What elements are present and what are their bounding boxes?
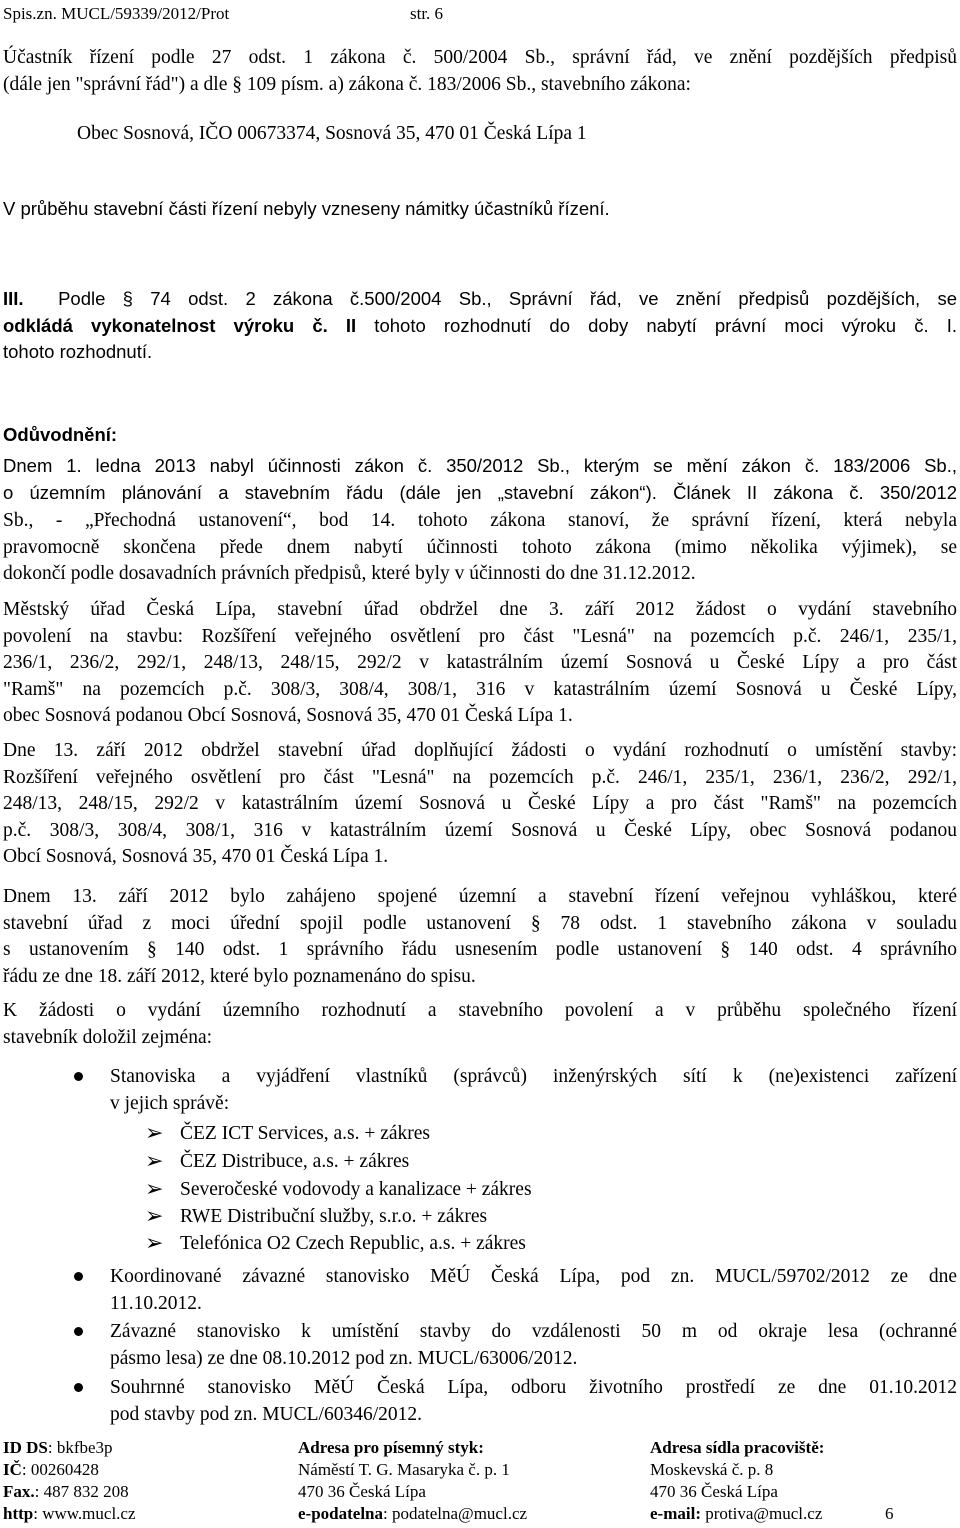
section-3-number: III. <box>3 288 24 309</box>
reasoning-p3-line-2: Rozšíření veřejného osvětlení pro část "Lesná" na pozemcích p.č. 246/1, 235/1, 236/1, 236/2, 292/1, <box>3 766 957 788</box>
footer-http <box>3 1503 136 1525</box>
footer-label: Fax. <box>3 1482 35 1501</box>
arrow-bullet-icon: ➢ <box>145 1120 164 1145</box>
section-3-bold: odkládá vykonatelnost výroku č. II <box>3 314 357 336</box>
reasoning-p5 <box>3 997 957 1051</box>
footer-label: e-mail: <box>650 1504 701 1523</box>
reasoning-p1 <box>3 453 957 506</box>
section-3-line-1-text: Podle § 74 odst. 2 zákona č.500/2004 Sb., Správní řád, ve znění předpisů pozdějších, se <box>58 288 957 309</box>
reasoning-p4 <box>3 883 957 990</box>
bullet-dot <box>74 1272 83 1281</box>
footer-id-ds <box>3 1437 136 1459</box>
footer-office-heading: Adresa sídla pracoviště: <box>650 1438 825 1457</box>
reasoning-p1-line-1: Dnem 1. ledna 2013 nabyl účinnosti zákon č. 350/2012 Sb., kterým se mění zákon č. 183/2006 Sb., <box>3 455 957 476</box>
reasoning-p1-line-4: pravomocně skončena přede dnem nabytí účinnosti tohoto zákona (mimo několika výjimek), se <box>3 536 957 558</box>
list-item-text <box>110 1318 957 1372</box>
reasoning-p3-line-4: p.č. 308/3, 308/4, 308/1, 316 v katastrálním území Sosnová u České Lípy, obec Sosnová podanou <box>3 819 957 841</box>
footer-label: IČ <box>3 1460 22 1479</box>
participant-line-2: (dále jen "správní řád") a dle § 109 písm. a) zákona č. 183/2006 Sb., stavebního zákona: <box>3 73 691 95</box>
sublist-item-text: ČEZ ICT Services, a.s. + zákres <box>180 1123 430 1144</box>
reasoning-p1-line-2: o územním plánování a stavebním řádu (dále jen „stavební zákon“). Článek II zákona č. 350/2012 <box>3 481 957 503</box>
list-item-line: Stanoviska a vyjádření vlastníků (správců) inženýrských sítí k (ne)existenci zařízení <box>110 1066 957 1087</box>
arrow-bullet-icon: ➢ <box>145 1203 164 1228</box>
no-objections-text: V průběhu stavební části řízení nebyly vzneseny námitky účastníků řízení. <box>3 198 610 219</box>
list-item-line: Závazné stanovisko k umístění stavby do vzdálenosti 50 m od okraje lesa (ochranné <box>110 1321 957 1342</box>
footer-office-line: Moskevská č. p. 8 <box>650 1460 774 1479</box>
footer-epodatelna-link[interactable]: : podatelna@mucl.cz <box>383 1504 528 1523</box>
footer-web-link[interactable]: : www.mucl.cz <box>33 1504 136 1523</box>
footer-fax <box>3 1481 136 1503</box>
list-item-line: v jejich správě: <box>110 1092 230 1114</box>
arrow-bullet-icon: ➢ <box>145 1230 164 1255</box>
reasoning-p2-line-2: povolení na stavbu: Rozšíření veřejného osvětlení pro část "Lesná" na pozemcích p.č. 246/1, 235/1, <box>3 625 957 647</box>
reasoning-p4-line-3: s ustanovením § 140 odst. 1 správního řádu usnesením podle ustanovení § 140 odst. 4 správního <box>3 939 957 960</box>
footer-label: http <box>3 1504 34 1523</box>
list-item-line: Souhrnné stanovisko MěÚ Česká Lípa, odboru životního prostředí ze dne 01.10.2012 <box>110 1377 957 1398</box>
reasoning-p4-line-1: Dnem 13. září 2012 bylo zahájeno spojené územní a stavební řízení veřejnou vyhláškou, které <box>3 886 957 907</box>
footer-label: e-podatelna <box>298 1504 383 1523</box>
bullet-dot <box>74 1072 83 1081</box>
list-item-line: pod stavby pod zn. MUCL/60346/2012. <box>110 1403 422 1425</box>
section-3-line-1 <box>3 286 957 313</box>
reasoning-p4-line-4: řádu ze dne 18. září 2012, které bylo poznamenáno do spisu. <box>3 965 476 987</box>
footer-label: ID DS <box>3 1438 48 1457</box>
sublist-item-text: RWE Distribuční služby, s.r.o. + zákres <box>180 1206 488 1227</box>
footer-col-postal <box>298 1437 527 1525</box>
section-3-line-2 <box>3 313 957 340</box>
reasoning-p1-line-5: dokončí podle dosavadních právních předpisů, které byly v účinnosti do dne 31.12.2012. <box>3 563 696 584</box>
reasoning-p3-line-5: Obcí Sosnová, Sosnová 35, 470 01 Česká Lípa 1. <box>3 846 389 867</box>
footer-value: : 00260428 <box>21 1460 99 1479</box>
reasoning-p2-line-3: 236/1, 236/2, 292/1, 248/13, 248/15, 292/2 v katastrálním území Sosnová u České Lípy a pro část <box>3 652 957 673</box>
sublist-item-text: Severočeské vodovody a kanalizace + zákres <box>180 1179 532 1200</box>
footer-value: : 487 832 208 <box>34 1482 129 1501</box>
sublist-item-text: ČEZ Distribuce, a.s. + zákres <box>180 1151 410 1172</box>
header-page: str. 6 <box>410 4 444 23</box>
reasoning-p4-line-2: stavební úřad z moci úřední spojil podle ustanovení § 78 odst. 1 stavebního zákona v souladu <box>3 912 957 934</box>
footer-email <box>650 1503 824 1525</box>
reasoning-p2 <box>3 596 957 729</box>
footer-col-office <box>650 1437 824 1525</box>
bullet-dot <box>74 1383 83 1392</box>
reasoning-p2-line-5: obec Sosnová podanou Obcí Sosnová, Sosnová 35, 470 01 Česká Lípa 1. <box>3 705 573 726</box>
footer-epodatelna <box>298 1503 527 1525</box>
list-item-text <box>110 1374 957 1428</box>
reasoning-p5-line-2: stavebník doložil zejména: <box>3 1026 213 1048</box>
reasoning-p3 <box>3 737 957 870</box>
footer-postal-line: Náměstí T. G. Masaryka č. p. 1 <box>298 1460 510 1479</box>
list-item-line: pásmo lesa) ze dne 08.10.2012 pod zn. MUCL/63006/2012. <box>110 1347 578 1369</box>
footer-col-contact <box>3 1437 136 1525</box>
participant-line-1: Účastník řízení podle 27 odst. 1 zákona č. 500/2004 Sb., správní řád, ve znění pozdějších předpisů <box>3 47 957 68</box>
list-item-line: Koordinované závazné stanovisko MěÚ Česká Lípa, pod zn. MUCL/59702/2012 ze dne <box>110 1266 957 1287</box>
reasoning-heading: Odůvodnění: <box>3 424 118 445</box>
reasoning-p1-line-3: Sb., - „Přechodná ustanovení“, bod 14. tohoto zákona stanoví, že správní řízení, která nebyla <box>3 510 957 531</box>
footer-page-number: 6 <box>885 1504 894 1523</box>
arrow-bullet-icon: ➢ <box>145 1176 164 1201</box>
footer-value: : bkfbe3p <box>47 1438 113 1457</box>
list-item-text <box>110 1263 957 1317</box>
participant-block <box>3 45 957 98</box>
footer-postal-line: 470 36 Česká Lípa <box>298 1482 426 1501</box>
sublist-item-text: Telefónica O2 Czech Republic, a.s. + zákres <box>180 1233 526 1254</box>
list-item-text <box>110 1063 957 1117</box>
footer-postal-heading: Adresa pro písemný styk: <box>298 1438 484 1457</box>
section-3-line-3: tohoto rozhodnutí. <box>3 341 153 362</box>
reasoning-p1-cont <box>3 507 957 587</box>
list-item-line: 11.10.2012. <box>110 1292 202 1314</box>
bullet-dot <box>74 1327 83 1336</box>
arrow-bullet-icon: ➢ <box>145 1148 164 1173</box>
reasoning-p3-line-3: 248/13, 248/15, 292/2 v katastrálním území Sosnová u České Lípy a pro část "Ramš" na pozemcích <box>3 793 957 814</box>
reasoning-p2-line-1: Městský úřad Česká Lípa, stavební úřad obdržel dne 3. září 2012 žádost o vydání stavebního <box>3 599 957 620</box>
reasoning-p5-line-1: K žádosti o vydání územního rozhodnutí a stavebního povolení a v průběhu společného řízení <box>3 1000 957 1021</box>
reasoning-p2-line-4: "Ramš" na pozemcích p.č. 308/3, 308/4, 308/1, 316 v katastrálním území Sosnová u České Lípy, <box>3 678 957 700</box>
section-3-line-2-rest: tohoto rozhodnutí do doby nabytí právní moci výroku č. I. <box>356 314 957 336</box>
footer-office-line: 470 36 Česká Lípa <box>650 1482 778 1501</box>
footer-ico <box>3 1459 136 1481</box>
participant-entity: Obec Sosnová, IČO 00673374, Sosnová 35, 470 01 Česká Lípa 1 <box>77 123 587 144</box>
reasoning-p3-line-1: Dne 13. září 2012 obdržel stavební úřad doplňující žádosti o vydání rozhodnutí o umístění stavby: <box>3 740 957 761</box>
footer-email-link[interactable]: protiva@mucl.cz <box>700 1504 823 1523</box>
section-3 <box>3 286 957 365</box>
header-ref: Spis.zn. MUCL/59339/2012/Prot <box>3 4 230 23</box>
